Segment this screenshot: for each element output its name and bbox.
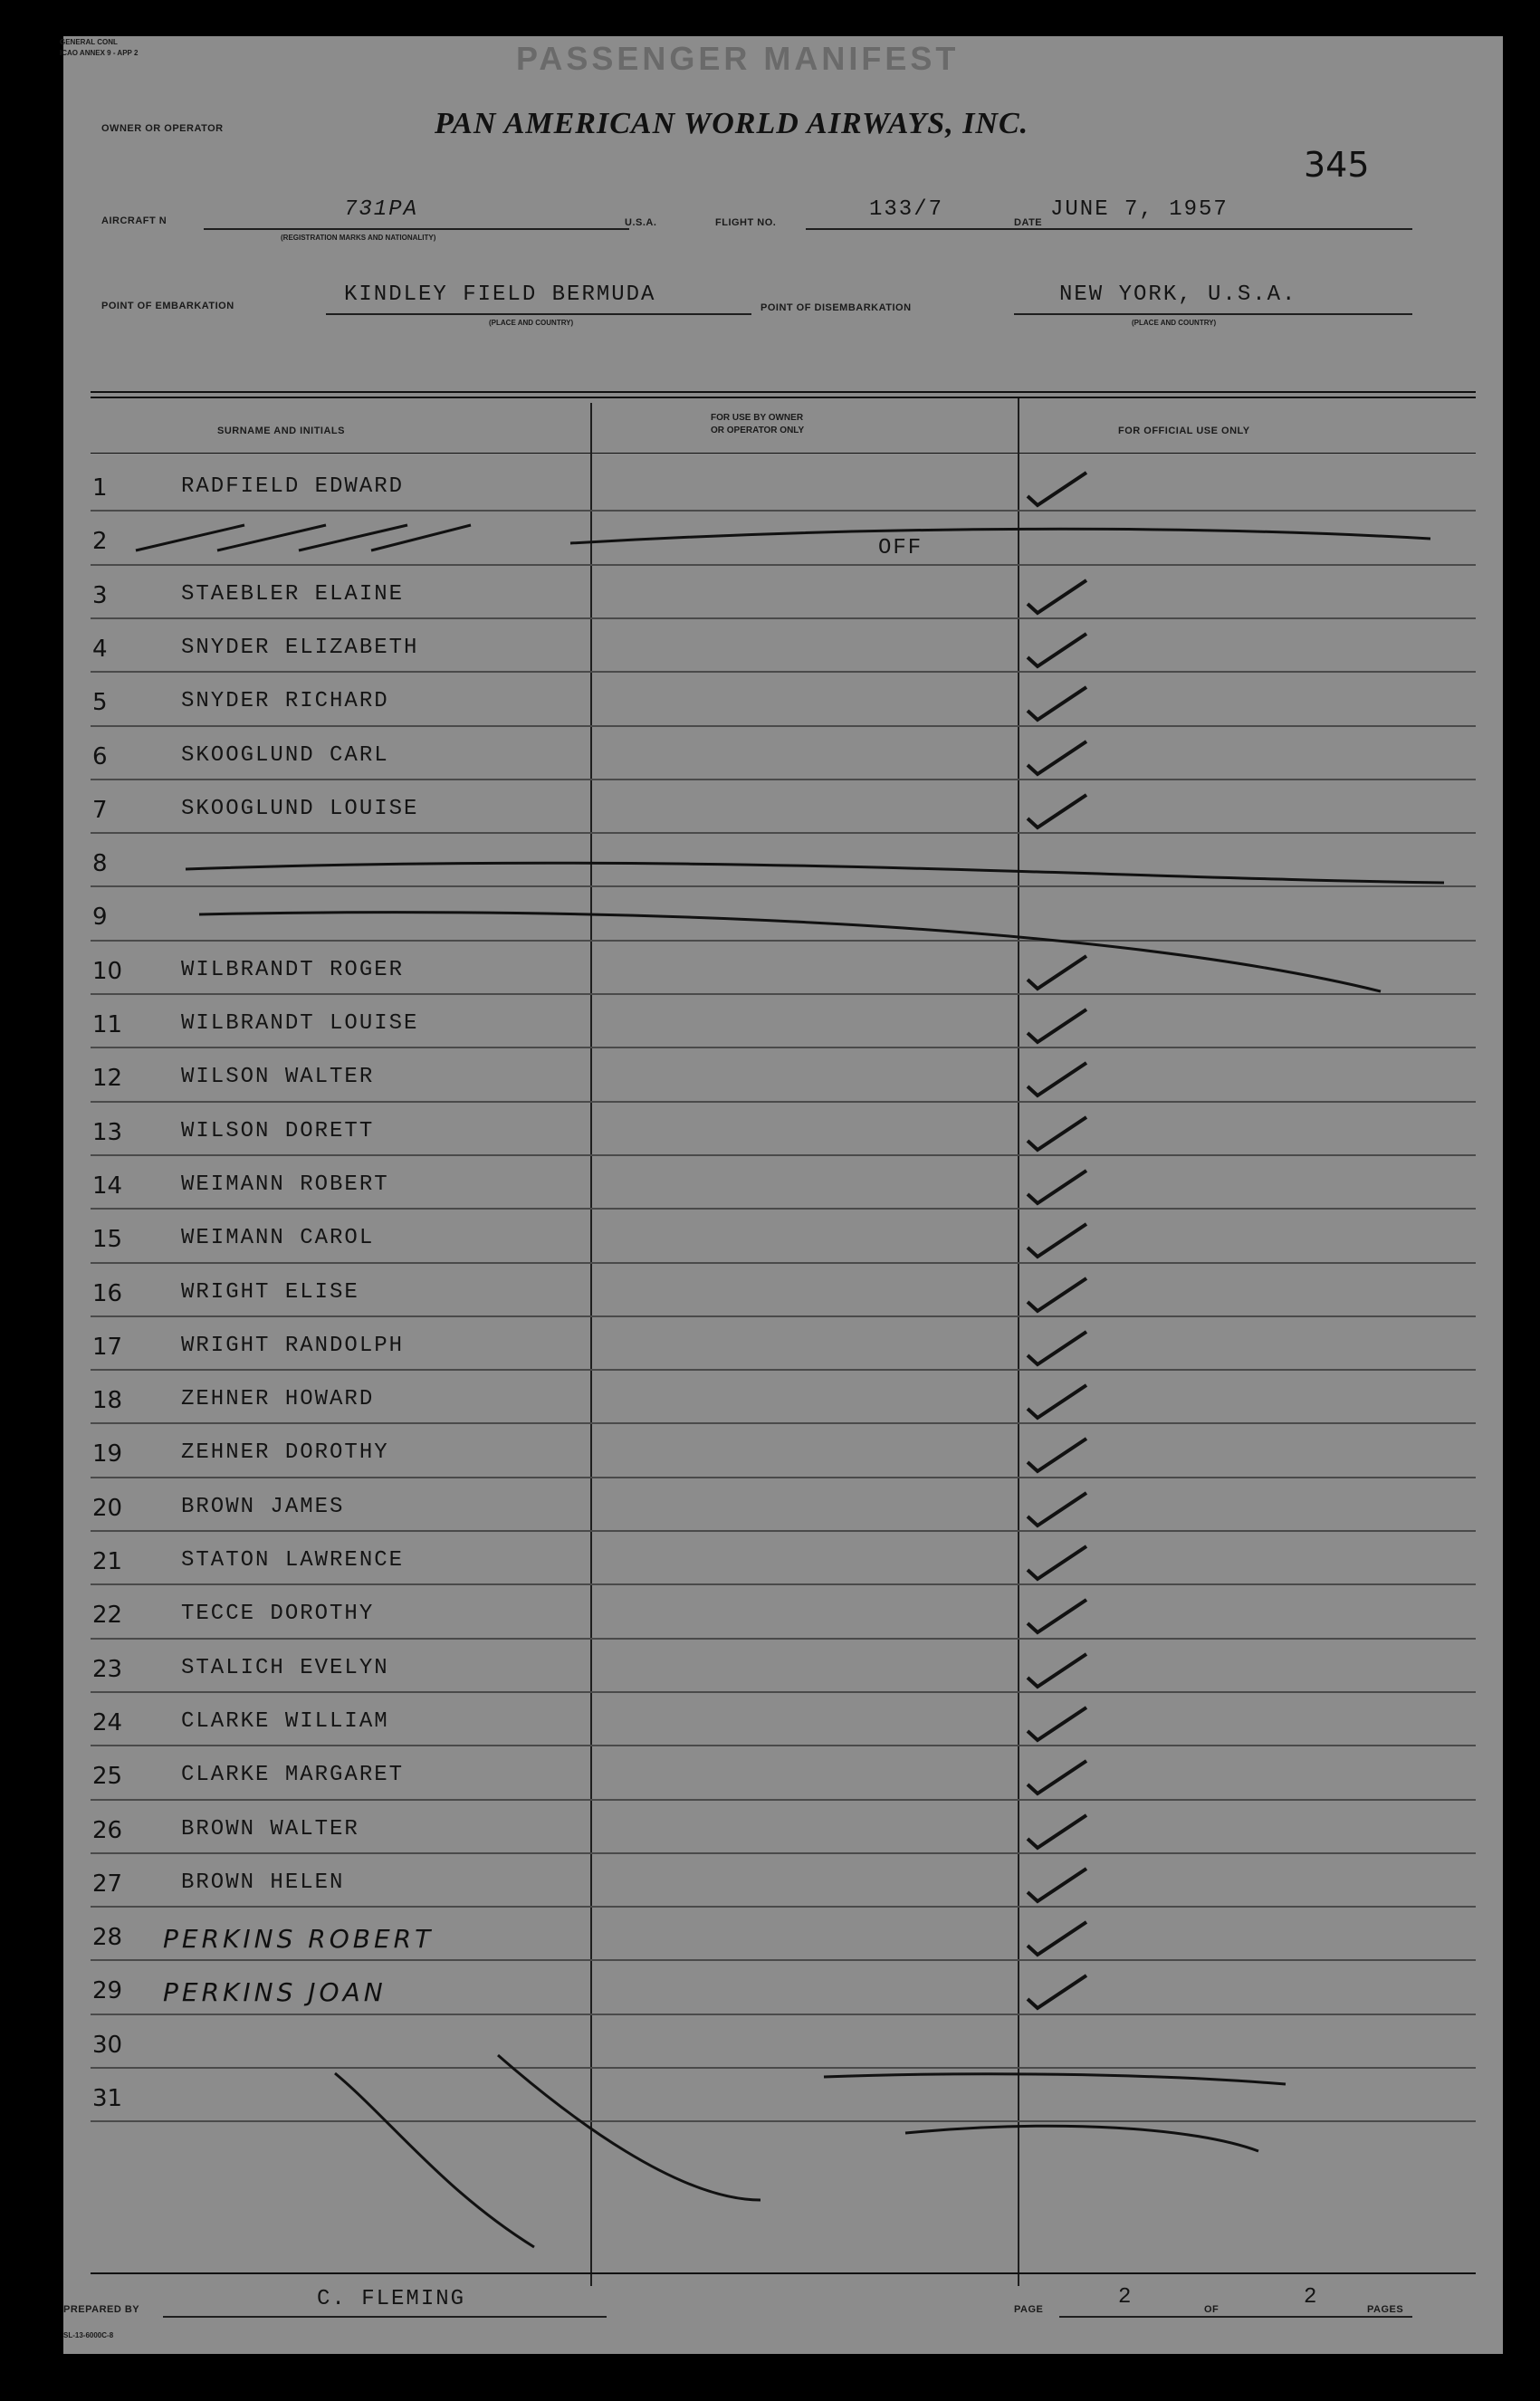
passenger-name: BROWN HELEN	[181, 1870, 345, 1895]
form-code: SL-13-6000C-8	[63, 2331, 114, 2339]
row-number: 22	[92, 1602, 123, 1630]
row2-hatch-marks	[136, 525, 471, 550]
aircraft-sublabel: (REGISTRATION MARKS AND NATIONALITY)	[281, 234, 436, 242]
date-label: DATE	[1014, 217, 1043, 228]
row-number: 26	[92, 1816, 123, 1844]
row-number: 1	[92, 474, 108, 502]
passenger-name: BROWN JAMES	[181, 1494, 345, 1519]
of-underline	[1231, 2316, 1412, 2318]
passenger-name: STATON LAWRENCE	[181, 1548, 405, 1573]
passenger-name: PERKINS JOAN	[163, 1977, 387, 2008]
row-number: 9	[92, 904, 108, 932]
flight-value: 133/7	[869, 197, 944, 222]
row-number: 25	[92, 1763, 123, 1791]
row-number: 8	[92, 850, 108, 878]
row-number: 5	[92, 689, 108, 717]
row-number: 24	[92, 1708, 123, 1736]
passenger-name: WILBRANDT LOUISE	[181, 1011, 419, 1036]
passenger-name: WILBRANDT ROGER	[181, 957, 405, 982]
disembark-label: POINT OF DISEMBARKATION	[760, 302, 912, 313]
row-number: 18	[92, 1387, 123, 1415]
pages-label: PAGES	[1367, 2304, 1404, 2315]
row-number: 7	[92, 796, 108, 824]
row-number: 30	[92, 2031, 123, 2059]
col-surname-header: SURNAME AND INITIALS	[217, 426, 345, 436]
row-number: 23	[92, 1655, 123, 1683]
aircraft-label: AIRCRAFT N	[101, 215, 167, 226]
row-number: 3	[92, 581, 108, 609]
page-underline	[1059, 2316, 1258, 2318]
footer-rule	[91, 2272, 1476, 2274]
row-number: 29	[92, 1977, 123, 2005]
row-number: 10	[92, 957, 123, 985]
passenger-name: WEIMANN CAROL	[181, 1226, 375, 1251]
passenger-name: TECCE DOROTHY	[181, 1602, 375, 1627]
manifest-title: PASSENGER MANIFEST	[516, 40, 960, 77]
passenger-name: WRIGHT ELISE	[181, 1279, 359, 1305]
col-owner-header-2: OR OPERATOR ONLY	[711, 426, 805, 435]
row-number: 31	[92, 2085, 123, 2112]
annotation-overlay	[63, 36, 1503, 2354]
aircraft-value: 731PA	[344, 197, 419, 222]
row-number: 4	[92, 635, 108, 663]
row-number: 17	[92, 1333, 123, 1361]
owner-label: OWNER OR OPERATOR	[101, 123, 224, 134]
col-official-header: FOR OFFICIAL USE ONLY	[1118, 426, 1250, 436]
passenger-name: WRIGHT RANDOLPH	[181, 1333, 405, 1358]
row2-strike-line	[570, 529, 1430, 543]
passenger-name: SNYDER RICHARD	[181, 689, 389, 714]
row-number: 20	[92, 1494, 123, 1522]
passenger-name: CLARKE WILLIAM	[181, 1708, 389, 1734]
row-number: 6	[92, 742, 108, 770]
passenger-name: SNYDER ELIZABETH	[181, 635, 419, 660]
off-annotation: OFF	[878, 536, 923, 560]
passenger-name: WILSON WALTER	[181, 1065, 375, 1090]
embark-value: KINDLEY FIELD BERMUDA	[344, 282, 656, 307]
corner-label-2: ICAO ANNEX 9 - APP 2	[60, 49, 139, 57]
passenger-name: SKOOGLUND LOUISE	[181, 796, 419, 821]
flight-label: FLIGHT NO.	[715, 217, 777, 228]
row-number: 16	[92, 1279, 123, 1307]
row-number: 14	[92, 1172, 123, 1200]
scribble-1	[335, 2073, 534, 2247]
disembark-value: NEW YORK, U.S.A.	[1059, 282, 1297, 307]
page-label: PAGE	[1014, 2304, 1044, 2315]
disembark-sublabel: (PLACE AND COUNTRY)	[1132, 319, 1217, 327]
prepared-underline	[163, 2316, 607, 2318]
row-number: 11	[92, 1011, 123, 1038]
row30-strike-line	[824, 2074, 1286, 2084]
row-number: 21	[92, 1548, 123, 1575]
manifest-sheet	[60, 36, 1503, 2354]
page-value: 2	[1118, 2285, 1133, 2310]
scribble-2	[498, 2055, 760, 2200]
passenger-name: PERKINS ROBERT	[163, 1924, 435, 1955]
passenger-name: RADFIELD EDWARD	[181, 474, 405, 499]
passenger-name: STAEBLER ELAINE	[181, 581, 405, 607]
page-number: 345	[1304, 145, 1370, 185]
passenger-name: BROWN WALTER	[181, 1816, 359, 1841]
passenger-name: CLARKE MARGARET	[181, 1763, 405, 1788]
row-number: 27	[92, 1870, 123, 1898]
passenger-name: ZEHNER DOROTHY	[181, 1440, 389, 1466]
of-label: OF	[1204, 2304, 1220, 2315]
col-owner-header-1: FOR USE BY OWNER	[711, 413, 804, 423]
row-number: 28	[92, 1924, 123, 1952]
passenger-name: STALICH EVELYN	[181, 1655, 389, 1680]
row-number: 2	[92, 528, 108, 556]
passenger-name: ZEHNER HOWARD	[181, 1387, 375, 1412]
of-value: 2	[1304, 2285, 1319, 2310]
passenger-name: SKOOGLUND CARL	[181, 742, 389, 768]
prepared-value: C. FLEMING	[317, 2287, 466, 2311]
row8-strike-line	[186, 863, 1444, 883]
prepared-label: PREPARED BY	[63, 2304, 140, 2315]
usa-label: U.S.A.	[625, 217, 657, 228]
row-number: 19	[92, 1440, 123, 1468]
row31-strike-line	[905, 2126, 1258, 2151]
row-number: 12	[92, 1065, 123, 1093]
embark-sublabel: (PLACE AND COUNTRY)	[489, 319, 574, 327]
passenger-name: WILSON DORETT	[181, 1118, 375, 1143]
row-number: 15	[92, 1226, 123, 1254]
passenger-name: WEIMANN ROBERT	[181, 1172, 389, 1197]
embark-label: POINT OF EMBARKATION	[101, 301, 234, 311]
row-number: 13	[92, 1118, 123, 1146]
corner-label-1: GENERAL CONL	[60, 38, 118, 46]
owner-value: PAN AMERICAN WORLD AIRWAYS, INC.	[435, 107, 1029, 140]
date-value: JUNE 7, 1957	[1050, 197, 1229, 222]
row9-strike-line	[199, 913, 1381, 991]
